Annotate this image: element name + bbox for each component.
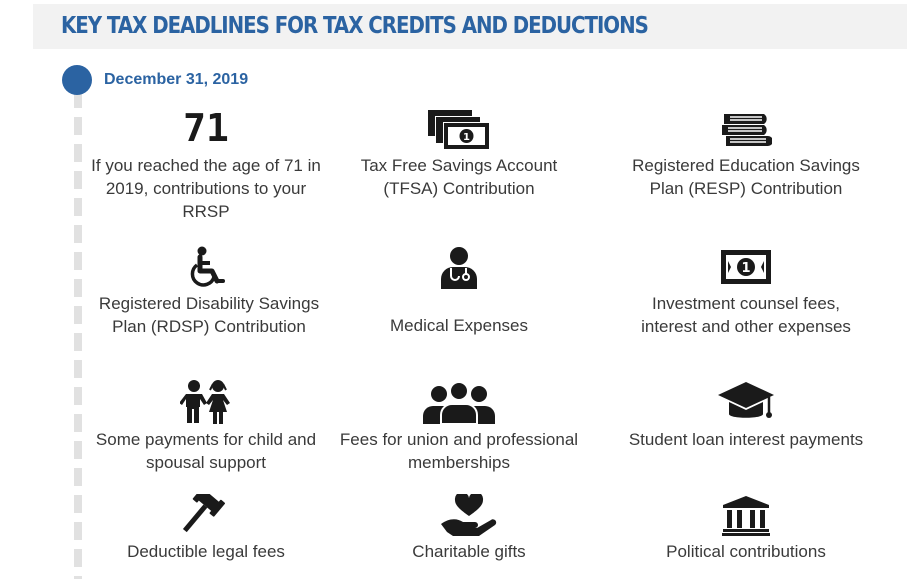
government-building-icon bbox=[626, 496, 866, 536]
item-label: Political contributions bbox=[666, 542, 826, 561]
books-icon bbox=[626, 110, 866, 148]
item-label: Investment counsel fees, interest and other expenses bbox=[641, 294, 851, 336]
children-icon bbox=[86, 380, 326, 424]
timeline-line bbox=[74, 90, 82, 579]
item-label: Medical Expenses bbox=[390, 316, 528, 335]
wheelchair-icon bbox=[89, 246, 329, 288]
item-label: Fees for union and professional memberships bbox=[339, 430, 579, 472]
item-label: Tax Free Savings Account (TFSA) Contribution bbox=[360, 156, 558, 198]
header-bar bbox=[33, 4, 907, 49]
heart-hand-icon bbox=[349, 494, 589, 536]
svg-text:1: 1 bbox=[463, 132, 470, 143]
group-icon bbox=[339, 382, 579, 424]
item-label: Charitable gifts bbox=[412, 542, 526, 561]
gavel-icon bbox=[86, 494, 326, 540]
item-label: Some payments for child and spousal support bbox=[95, 430, 317, 472]
item-label: If you reached the age of 71 in 2019, contributions to your RRSP bbox=[91, 156, 321, 221]
number-71-icon: 71 bbox=[183, 106, 229, 150]
item-label: Registered Education Savings Plan (RESP) Contribution bbox=[632, 156, 860, 198]
timeline-date: December 31, 2019 bbox=[104, 71, 249, 88]
page-title: KEY TAX DEADLINES FOR TAX CREDITS AND DEDUCTIONS bbox=[61, 13, 648, 39]
svg-text:1: 1 bbox=[741, 261, 751, 276]
graduation-cap-icon bbox=[626, 380, 866, 424]
item-label: Deductible legal fees bbox=[127, 542, 285, 561]
doctor-icon bbox=[339, 246, 579, 290]
item-label: Registered Disability Savings Plan (RDSP) Contribution bbox=[98, 294, 320, 336]
money-stack-icon bbox=[339, 110, 579, 150]
timeline-dot bbox=[62, 65, 92, 95]
item-label: Student loan interest payments bbox=[628, 430, 864, 449]
banknote-icon bbox=[626, 250, 866, 284]
